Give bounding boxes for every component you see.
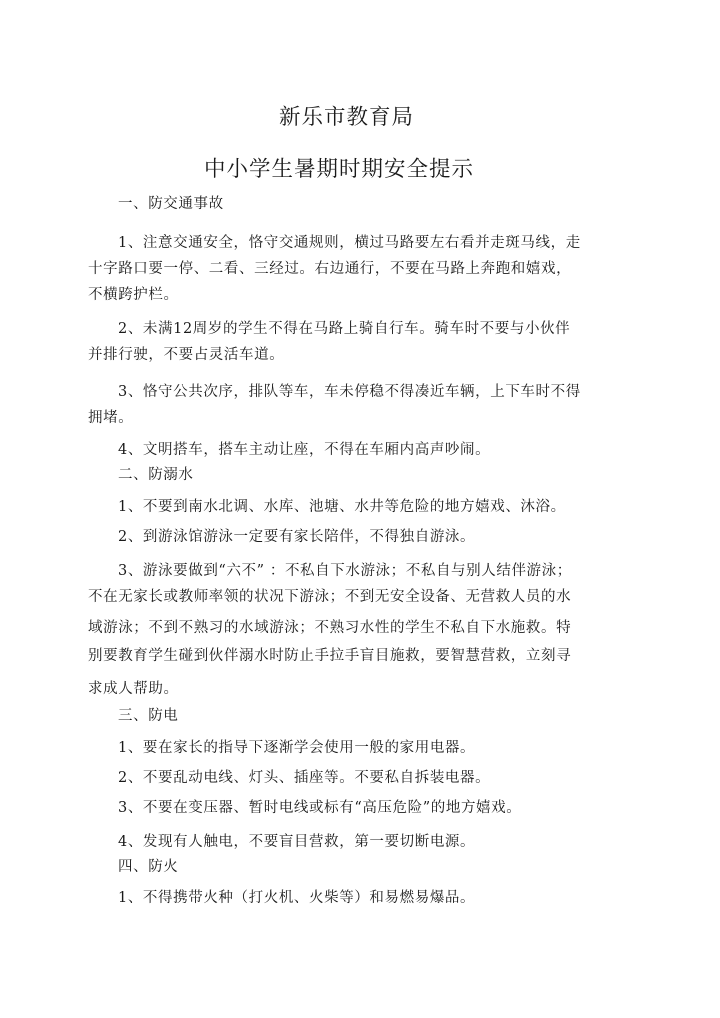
paragraph-line: 3、不要在变压器、暂时电线或标有“高压危险”的地方嬉戏。 — [118, 800, 522, 816]
paragraph-line: 求成人帮助。 — [88, 681, 179, 697]
paragraph-line: 1、要在家长的指导下逐渐学会使用一般的家用电器。 — [118, 740, 476, 756]
section-heading-fire: 四、防火 — [118, 859, 179, 875]
document-main-title: 中小学生暑期时期安全提示 — [204, 157, 475, 182]
document-org-title: 新乐市教育局 — [279, 105, 415, 130]
paragraph-line: 不在无家长或教师率领的状况下游泳；不到无安全设备、无营救人员的水 — [88, 589, 572, 605]
paragraph-line: 域游泳；不到不熟习的水域游泳；不熟习水性的学生不私自下水施救。特 — [88, 620, 572, 636]
paragraph-line: 3、游泳要做到“六不” ：不私自下水游泳；不私自与别人结伴游泳； — [118, 563, 572, 579]
paragraph-line: 1、不要到南水北调、水库、池塘、水井等危险的地方嬉戏、沐浴。 — [118, 499, 566, 515]
paragraph-line: 4、文明搭车，搭车主动让座，不得在车厢内高声吵闹。 — [118, 442, 491, 458]
paragraph-line: 别要教育学生碰到伙伴溺水时防止手拉手盲目施救，要智慧营救，立刻寻 — [88, 648, 572, 664]
paragraph-line: 2、到游泳馆游泳一定要有家长陪伴，不得独自游泳。 — [118, 529, 476, 545]
paragraph-line: 1、注意交通安全，恪守交通规则，横过马路要左右看并走斑马线，走 — [118, 235, 581, 251]
section-heading-electric: 三、防电 — [118, 708, 179, 724]
paragraph-line: 3、恪守公共次序，排队等车，车未停稳不得凑近车辆，上下车时不得 — [118, 384, 581, 400]
paragraph-line: 2、不要乱动电线、灯头、插座等。不要私自拆装电器。 — [118, 770, 491, 786]
paragraph-line: 4、发现有人触电，不要盲目营救，第一要切断电源。 — [118, 834, 476, 850]
paragraph-line: 十字路口要一停、二看、三经过。右边通行，不要在马路上奔跑和嬉戏， — [88, 261, 572, 277]
paragraph-line: 并排行驶，不要占灵活车道。 — [88, 347, 285, 363]
section-heading-drowning: 二、防溺水 — [118, 467, 194, 483]
paragraph-line: 不横跨护栏。 — [88, 287, 179, 303]
section-heading-traffic: 一、防交通事故 — [118, 196, 224, 212]
paragraph-line: 拥堵。 — [88, 410, 134, 426]
paragraph-line: 2、未满12周岁的学生不得在马路上骑自行车。骑车时不要与小伙伴 — [118, 321, 571, 337]
paragraph-line: 1、不得携带火种（打火机、火柴等）和易燃易爆品。 — [118, 890, 476, 906]
